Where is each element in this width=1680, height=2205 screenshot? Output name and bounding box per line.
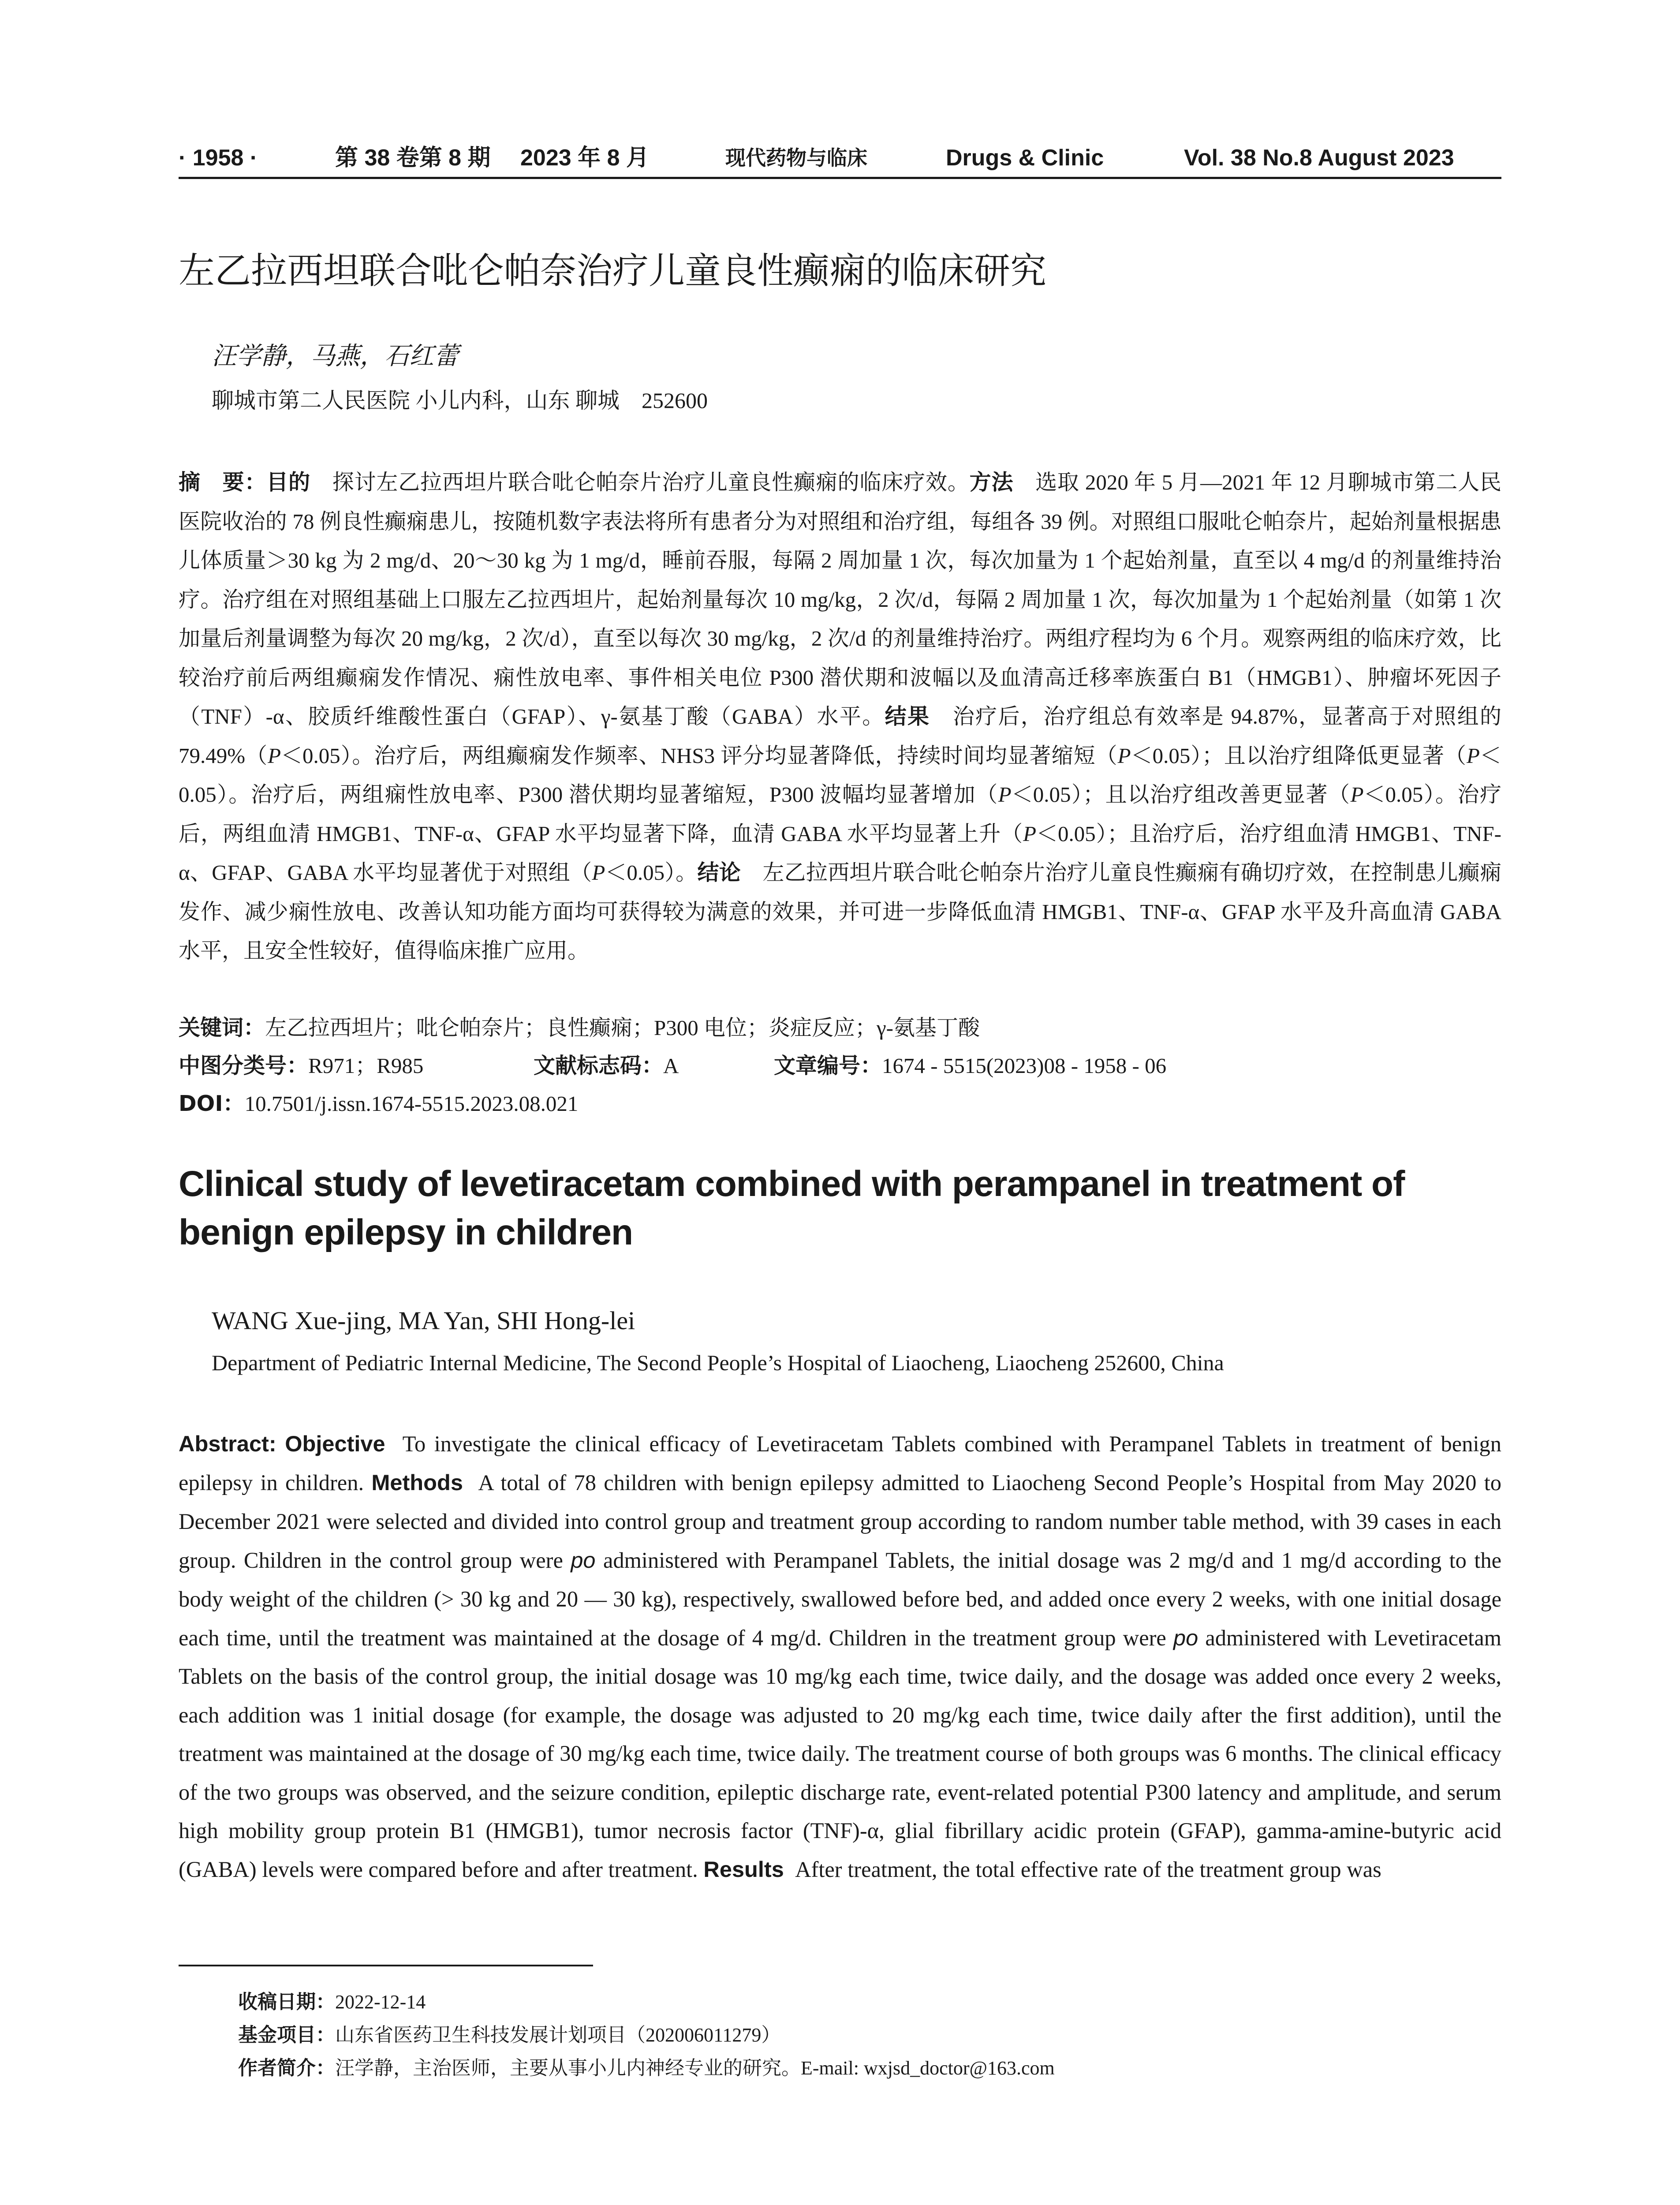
keywords-text: 左乙拉西坦片；吡仑帕奈片；良性癫痫；P300 电位；炎症反应；γ-氨基丁酸 — [265, 1016, 980, 1040]
cn-results-text: ＜0.05）。 — [605, 860, 698, 885]
doc-code-value: A — [663, 1054, 679, 1078]
p-symbol: P — [592, 860, 605, 885]
p-symbol: P — [1467, 743, 1480, 768]
clc-value: R971；R985 — [308, 1054, 424, 1078]
p-symbol: P — [1023, 821, 1037, 846]
en-authors: WANG Xue-jing, MA Yan, SHI Hong-lei — [212, 1306, 635, 1335]
doc-code-label: 文献标志码： — [534, 1053, 664, 1078]
en-objective-label: Objective — [285, 1431, 385, 1456]
clc-label: 中图分类号： — [179, 1053, 309, 1078]
header-page-number: · 1958 · — [179, 145, 258, 171]
cn-abstract-label: 摘 要： — [179, 470, 267, 495]
doi-value: 10.7501/j.issn.1674-5515.2023.08.021 — [244, 1091, 579, 1116]
footnote-fund — [238, 2020, 780, 2051]
cn-results-text: ＜0.05）；且以治疗组改善更显著（ — [1011, 782, 1351, 807]
cn-methods-text: 选取 2020 年 5 月—2021 年 12 月聊城市第二人民医院收治的 78 例良性癫痫患儿，按随机数字表法将所有患者分为对照组和治疗组，每组各 39 例。对照组口服吡仑帕奈片，起始剂量根据患儿体质量＞30 kg 为 2 mg/d、20～30 kg 为 1 mg/d，睡前吞服，每隔 2 周加量 1 次，每次加量为 1 个起始剂量，直至以 4 mg/d 的剂量维持治疗。治疗组在对照组基础上口服左乙拉西坦片，起始剂量每次 10 mg/kg，2 次/d，每隔 2 周加量 1 次，每次加量为 1 个起始剂量（如第 1 次加量后剂量调整为每次 20 mg/kg，2 次/d），直至以每次 30 mg/kg，2 次/d 的剂量维持治疗。两组疗程均为 6 个月。观察两组的临床疗效，比较治疗前后两组癫痫发作情况、痫性放电率、事件相关电位 P300 潜伏期和波幅以及血清高迁移率族蛋白 B1（HMGB1）、肿瘤坏死因子（TNF）-α、胶质纤维酸性蛋白（GFAP）、γ-氨基丁酸（GABA）水平。 — [179, 470, 1501, 729]
cn-objective-text: 探讨左乙拉西坦片联合吡仑帕奈片治疗儿童良性癫痫的临床疗效。 — [310, 470, 970, 494]
cn-results-text: ＜0.05）。治疗后，两组血清 HMGB1、TNF-α、GFAP 水平均显著下降，血清 GABA 水平均显著上升（ — [179, 782, 1501, 846]
header-journal-cn: 现代药物与临床 — [725, 146, 867, 170]
header-issue-cn: 第 38 卷第 8 期 — [335, 145, 491, 171]
cn-results-label: 结果 — [885, 704, 930, 729]
cn-results-text: ＜0.05）。治疗后，两组痫性放电率、P300 潜伏期均显著缩短，P300 波幅均显著增加（ — [179, 743, 1501, 807]
p-symbol: P — [1350, 782, 1364, 807]
header-issue-en: Vol. 38 No.8 August 2023 — [1184, 145, 1454, 171]
header-rule — [179, 177, 1501, 179]
header-date-cn: 2023 年 8 月 — [520, 145, 649, 171]
cn-methods-label: 方法 — [969, 470, 1014, 495]
header-journal-en: Drugs & Clinic — [946, 145, 1104, 171]
article-no-label: 文章编号： — [774, 1053, 882, 1078]
en-methods-label: Methods — [371, 1470, 463, 1495]
cn-results-text: 治疗后，治疗组总有效率是 94.87%，显著高于对照组的 79.49%（ — [179, 704, 1501, 768]
cn-objective-label: 目的 — [266, 470, 310, 495]
en-results-label: Results — [703, 1857, 784, 1882]
cn-title: 左乙拉西坦联合吡仑帕奈治疗儿童良性癫痫的临床研究 — [179, 250, 1047, 292]
en-methods-text: administered with Levetiracetam Tablets on the basis of the control group, the initial dosage was 10 mg/kg each time, twice daily, and the dosage was added once every 2 weeks, each addition was 1 initial dosage (for example, the dosage was adjusted to 20 mg/kg each time, twice daily after the first addition), until the treatment was maintained at the dosage of 30 mg/kg each time, twice daily. The treatment course of both groups was 6 months. The clinical efficacy of the two groups was observed, and the seizure condition, epileptic discharge rate, event-related potential P300 latency and amplitude, and serum high mobility group protein B1 (HMGB1), tumor necrosis factor (TNF)-α, glial fibrillary acidic protein (GFAP), gamma-amine-butyric acid (GABA) levels were compared before and after treatment. — [179, 1626, 1502, 1882]
cn-keywords — [179, 1009, 1501, 1046]
en-results-text: After treatment, the total effective rate of the treatment group was — [795, 1857, 1381, 1882]
po-abbr: po — [571, 1547, 596, 1573]
p-symbol: P — [268, 743, 281, 768]
author-value: 汪学静，主治医师，主要从事小儿内神经专业的研究。E-mail: wxjsd_doctor@163.com — [335, 2057, 1055, 2079]
cn-authors: 汪学静，马燕，石红蕾 — [212, 343, 459, 370]
en-abstract — [179, 1424, 1501, 1889]
received-value: 2022-12-14 — [335, 1991, 426, 2013]
po-abbr: po — [1173, 1625, 1198, 1651]
en-title: Clinical study of levetiracetam combined with perampanel in treatment of benign epilepsy in children — [179, 1164, 1405, 1252]
cn-classification — [179, 1047, 1501, 1084]
en-affiliation: Department of Pediatric Internal Medicine, The Second People’s Hospital of Liaocheng, Liaocheng 252600, China — [212, 1350, 1224, 1375]
cn-results-text: ＜0.05）；且以治疗组降低更显著（ — [1131, 743, 1467, 768]
fund-value: 山东省医药卫生科技发展计划项目（202006011279） — [335, 2024, 781, 2046]
author-label: 作者简介： — [238, 2057, 335, 2079]
footnote-author — [238, 2053, 1055, 2084]
received-label: 收稿日期： — [238, 1991, 335, 2013]
en-methods-text: A total of 78 children with benign epilepsy admitted to Liaocheng Second People’s Hospital from May 2020 to December 2021 were selected and divided into control group and treatment group according to random number table method, with 39 cases in each group. Children in the control group were — [179, 1470, 1502, 1573]
en-methods-text: administered with Perampanel Tablets, the initial dosage was 2 mg/d and 1 mg/d according to the body weight of the children (> 30 kg and 20 — 30 kg), respectively, swallowed before bed, and added once every 2 weeks, with one initial dosage each time, until the treatment was maintained at the dosage of 4 mg/d. Children in the treatment group were — [179, 1548, 1502, 1651]
p-symbol: P — [998, 782, 1012, 807]
cn-doi — [179, 1085, 1501, 1122]
cn-abstract — [179, 463, 1501, 971]
p-symbol: P — [1117, 743, 1131, 768]
fund-label: 基金项目： — [238, 2024, 335, 2046]
en-objective-text: To investigate the clinical efficacy of Levetiracetam Tablets combined with Perampanel Tablets in treatment of benign epilepsy in children. — [179, 1431, 1502, 1495]
cn-affiliation: 聊城市第二人民医院 小儿内科，山东 聊城 252600 — [212, 388, 708, 413]
en-abstract-label: Abstract: — [179, 1431, 276, 1456]
cn-results-text: ＜0.05）；且治疗后，治疗组血清 HMGB1、TNF-α、GFAP、GABA 水平均显著优于对照组（ — [179, 821, 1501, 885]
running-header — [179, 140, 1501, 176]
footnote-rule — [179, 1965, 593, 1966]
doi-label: DOI： — [179, 1091, 245, 1116]
cn-conclusion-label: 结论 — [697, 860, 741, 885]
footnote-received — [238, 1987, 426, 2018]
keywords-label: 关键词： — [179, 1015, 265, 1040]
cn-results-text: ＜0.05）。治疗后，两组癫痫发作频率、NHS3 评分均显著降低，持续时间均显著缩短（ — [281, 743, 1118, 768]
article-no-value: 1674 - 5515(2023)08 - 1958 - 06 — [882, 1054, 1167, 1078]
cn-conclusion-text: 左乙拉西坦片联合吡仑帕奈片治疗儿童良性癫痫有确切疗效，在控制患儿癫痫发作、减少痫性放电、改善认知功能方面均可获得较为满意的效果，并可进一步降低血清 HMGB1、TNF-α、GFAP 水平及升高血清 GABA 水平，且安全性较好，值得临床推广应用。 — [179, 860, 1501, 963]
